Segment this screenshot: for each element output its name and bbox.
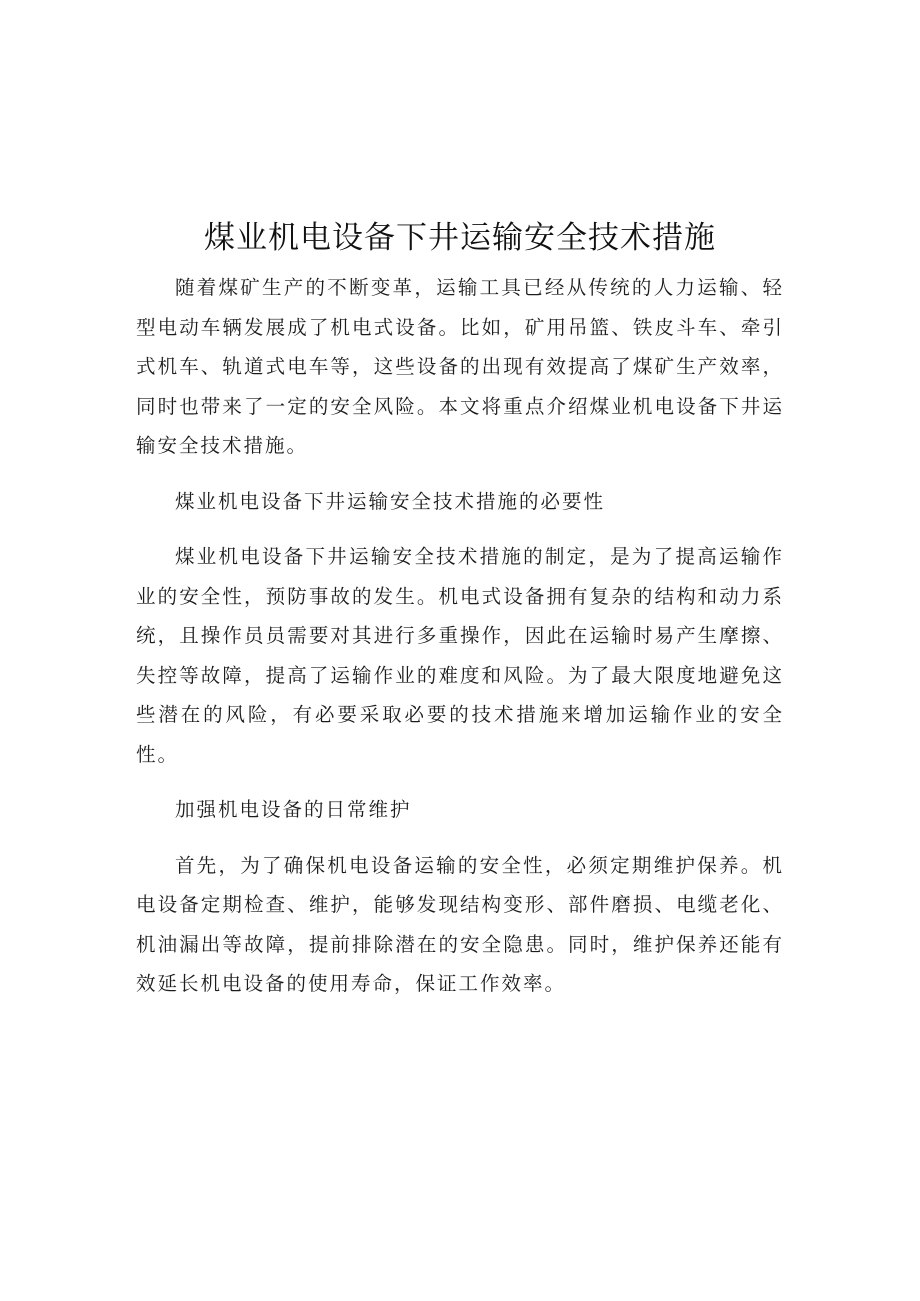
- paragraph-intro: 随着煤矿生产的不断变革，运输工具已经从传统的人力运输、轻型电动车辆发展成了机电式设备。比如，矿用吊篮、铁皮斗车、牵引式机车、轨道式电车等，这些设备的出现有效提高了煤矿生产效率，同时也带来了一定的安全风险。本文将重点介绍煤业机电设备下井运输安全技术措施。: [136, 276, 784, 457]
- paragraph-gap: [136, 466, 784, 482]
- paragraph-gap: [136, 774, 784, 790]
- paragraph-maintenance: 首先，为了确保机电设备运输的安全性，必须定期维护保养。机电设备定期检查、维护，能够发现结构变形、部件磨损、电缆老化、机油漏出等故障，提前排除潜在的安全隐患。同时，维护保养还能有效延长机电设备的使用寿命，保证工作效率。: [136, 853, 784, 995]
- section-heading-maintenance: 加强机电设备的日常维护: [175, 798, 412, 821]
- paragraph-gap: [136, 521, 784, 537]
- document-title: 煤业机电设备下井运输安全技术措施: [204, 220, 716, 256]
- document-body: [136, 268, 784, 1004]
- paragraph-necessity: 煤业机电设备下井运输安全技术措施的制定，是为了提高运输作业的安全性，预防事故的发生。机电式设备拥有复杂的结构和动力系统，且操作员员需要对其进行多重操作，因此在运输时易产生摩擦、失控等故障，提高了运输作业的难度和风险。为了最大限度地避免这些潜在的风险，有必要采取必要的技术措施来增加运输作业的安全性。: [136, 545, 784, 766]
- section-heading-necessity: 煤业机电设备下井运输安全技术措施的必要性: [175, 489, 606, 513]
- paragraph-gap: [136, 830, 784, 846]
